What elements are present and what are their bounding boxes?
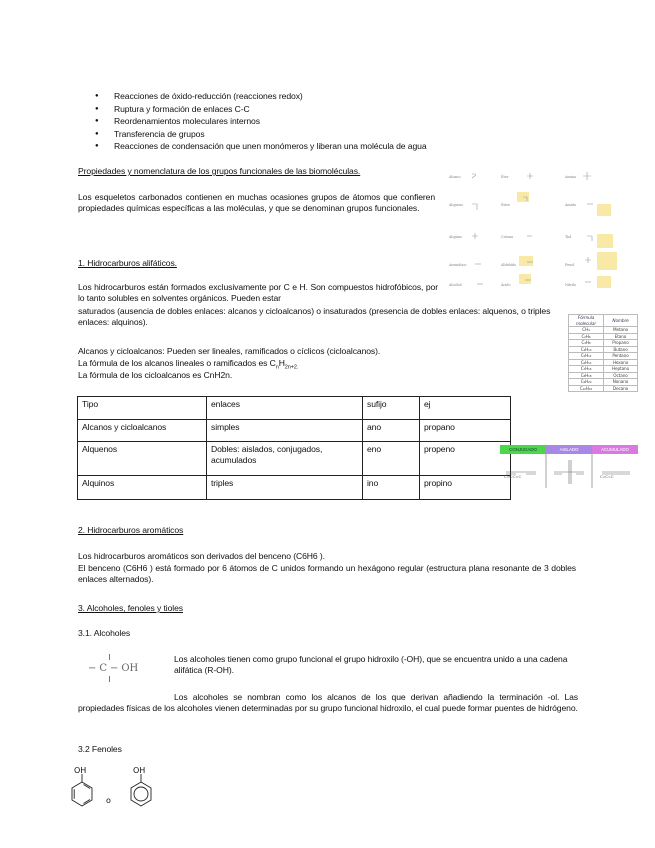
types-cell-enlaces: simples	[207, 420, 363, 442]
section-1-paragraph-1b: saturados (ausencia de dobles enlaces: alcanos y cicloalcanos) o insaturados (presencia de dobles enlaces: alquenos, o triples enlaces: alquinos).	[78, 306, 551, 327]
bullet-item: ● Reacciones de óxido-reducción (reacciones redox)	[92, 90, 512, 103]
phenol-or-text: o	[106, 796, 111, 805]
alkane-name-cell: Hexano	[604, 359, 638, 366]
bullet-item: ● Ruptura y formación de enlaces C-C	[92, 103, 512, 116]
phenol-2-aromatic-circle	[134, 787, 148, 801]
alkane-formula-cell: C₄H₁₀	[569, 346, 604, 353]
svg-text:Éster: Éster	[501, 203, 511, 207]
alkane-formula-cell: C₁₀H₂₂	[569, 385, 604, 392]
alcohol-bond-bottom	[109, 676, 110, 682]
svg-text:C=C=C: C=C=C	[600, 475, 614, 479]
acumulado-label: ACUMULADO	[601, 447, 629, 452]
alcohol-formula-text: − C − OH	[88, 663, 139, 674]
types-cell-sufijo: ino	[363, 476, 420, 500]
section-3-2-title: 3.2 Fenoles	[78, 744, 122, 754]
types-cell-sufijo: eno	[363, 442, 420, 476]
alkane-formula-h: H	[278, 358, 285, 368]
alkane-formula-cell: C₇H₁₆	[569, 366, 604, 373]
functional-groups-image	[447, 164, 637, 296]
alkane-formula-cell: C₅H₁₂	[569, 353, 604, 360]
section-2-paragraph-2: El benceno (C6H6 ) está formado por 6 átomos de C unidos formando un hexágono regular (estructura plana resonante de 3 dobles enlaces alternados).	[78, 563, 576, 584]
alkane-formula-cell: CH₄	[569, 327, 604, 334]
svg-text:Nitrilo: Nitrilo	[565, 283, 576, 287]
svg-text:Alqueno: Alqueno	[449, 203, 463, 207]
bullet-item: ● Reordenamientos moleculares internos	[92, 115, 512, 128]
types-header-sufijo: sufijo	[363, 397, 420, 420]
alcohol-paragraph-2: Los alcoholes se nombran como los alcanos de los que derivan añadiendo la terminación -ol. Las propiedades físicas de los alcoholes vienen determinadas por su grupo funcional hidroxilo, el cual puede formar puentes de hidrógeno.	[78, 692, 578, 713]
section-3-title: 3. Alcoholes, fenoles y tioles	[78, 603, 183, 613]
alkane-table-header-name: Nombre	[604, 315, 638, 327]
alkane-table-header-formula: Fórmula molecular	[569, 315, 604, 327]
alkane-name-cell: Butano	[604, 346, 638, 353]
alkane-formula-cell: C₈H₁₈	[569, 372, 604, 379]
svg-text:C=C-C=C: C=C-C=C	[504, 475, 522, 479]
types-cell-tipo: Alquenos	[78, 442, 207, 476]
alcohol-bond-top	[109, 654, 110, 660]
types-cell-tipo: Alquinos	[78, 476, 207, 500]
reaction-bullet-list	[92, 90, 512, 153]
types-cell-sufijo: ano	[363, 420, 420, 442]
alkane-name-cell: Decano	[604, 385, 638, 392]
alcohol-formula	[88, 654, 158, 688]
types-header-ej: ej	[420, 397, 511, 420]
intro-paragraph: Los esqueletos carbonados contienen en muchas ocasiones grupos de átomos que confieren propiedades químicas específicas a las moléculas, y que se denominan grupos funcionales.	[78, 192, 435, 213]
alkane-formula-text: La fórmula de los alcanos lineales o ramificados es C	[78, 358, 276, 368]
bullet-item: ● Transferencia de grupos	[92, 128, 512, 141]
alkane-formula-cell: C₉H₂₀	[569, 379, 604, 386]
alkane-name-cell: Etano	[604, 333, 638, 340]
svg-text:Aromático: Aromático	[449, 263, 467, 267]
alkane-formula-cell: C₃H₈	[569, 340, 604, 347]
svg-text:Alcohol: Alcohol	[449, 283, 462, 287]
diene-structures	[500, 454, 638, 488]
alkane-formula-sub-n: n	[275, 364, 279, 371]
alkane-name-cell: Pentano	[604, 353, 638, 360]
alkane-formula-sub-2n2: 2n+2.	[284, 364, 299, 371]
types-header-tipo: Tipo	[78, 397, 207, 420]
phenol-structures	[66, 765, 160, 811]
types-cell-enlaces: Dobles: aislados, conjugados, acumulados	[207, 442, 363, 476]
alkane-name-cell: Metano	[604, 327, 638, 334]
aislado-label: AISLADO	[559, 447, 579, 452]
types-cell-ej: propino	[420, 476, 511, 500]
alkane-names-table	[568, 314, 638, 392]
svg-text:Alquino: Alquino	[449, 235, 462, 239]
svg-text:Fenol: Fenol	[565, 263, 575, 267]
types-cell-ej: propeno	[420, 442, 511, 476]
alkane-name-cell: Propano	[604, 340, 638, 347]
types-header-enlaces: enlaces	[207, 397, 363, 420]
types-cell-enlaces: triples	[207, 476, 363, 500]
section-main-title: Propiedades y nomenclatura de los grupos funcionales de las biomoléculas.	[78, 166, 361, 176]
svg-text:Alcano: Alcano	[449, 175, 461, 179]
svg-text:Tiol: Tiol	[565, 235, 572, 239]
phenol-oh-label-2: OH	[133, 766, 146, 775]
alkane-name-cell: Octano	[604, 372, 638, 379]
alkane-formula-cell: C₂H₆	[569, 333, 604, 340]
alkane-formula-cell: C₆H₁₄	[569, 359, 604, 366]
hydrocarbon-types-grid	[77, 396, 511, 500]
svg-text:Ácido: Ácido	[501, 283, 511, 287]
bullet-item: ● Reacciones de condensación que unen monómeros y liberan una molécula de agua	[92, 140, 512, 153]
svg-text:Éter: Éter	[501, 175, 509, 179]
section-1-title: 1. Hidrocarburos alifáticos.	[78, 258, 177, 268]
section-1-paragraph-2-line-1: Alcanos y cicloalcanos: Pueden ser lineales, ramificados o cíclicos (cicloalcanos).	[78, 346, 381, 356]
svg-text:Amina: Amina	[565, 175, 576, 179]
alkane-name-cell: Heptano	[604, 366, 638, 373]
types-cell-ej: propano	[420, 420, 511, 442]
types-cell-tipo: Alcanos y cicloalcanos	[78, 420, 207, 442]
alkane-names-grid	[568, 314, 638, 392]
svg-text:Aldehído: Aldehído	[501, 263, 516, 267]
diene-types-image	[500, 440, 638, 488]
section-3-1-title: 3.1. Alcoholes	[78, 628, 131, 638]
section-1-paragraph-2-line-3: La fórmula de los cicloalcanos es CnH2n.	[78, 370, 233, 380]
phenol-oh-label-1: OH	[74, 766, 87, 775]
alcohol-paragraph-1: Los alcoholes tienen como grupo funcional el grupo hidroxilo (-OH), que se encuentra unido a una cadena alifática (R-OH).	[174, 654, 568, 675]
section-2-paragraph-1: Los hidrocarburos aromáticos son derivados del benceno (C6H6 ).	[78, 551, 325, 561]
hydrocarbon-types-table	[77, 396, 511, 500]
section-1-paragraph-1: Los hidrocarburos están formados exclusivamente por C e H. Son compuestos hidrofóbicos, por lo tanto solubles en solventes orgánicos. Pueden estar	[78, 282, 438, 303]
phenol-rings	[66, 765, 160, 811]
svg-text:Cetona: Cetona	[501, 235, 514, 239]
conjugado-label: CONJUGADO	[509, 447, 537, 452]
functional-groups-figure	[447, 164, 637, 296]
section-2-title: 2. Hidrocarburos aromáticos	[78, 525, 184, 535]
phenol-1-ring	[72, 782, 92, 806]
svg-text:Amida: Amida	[565, 203, 576, 207]
alkane-name-cell: Nonano	[604, 379, 638, 386]
